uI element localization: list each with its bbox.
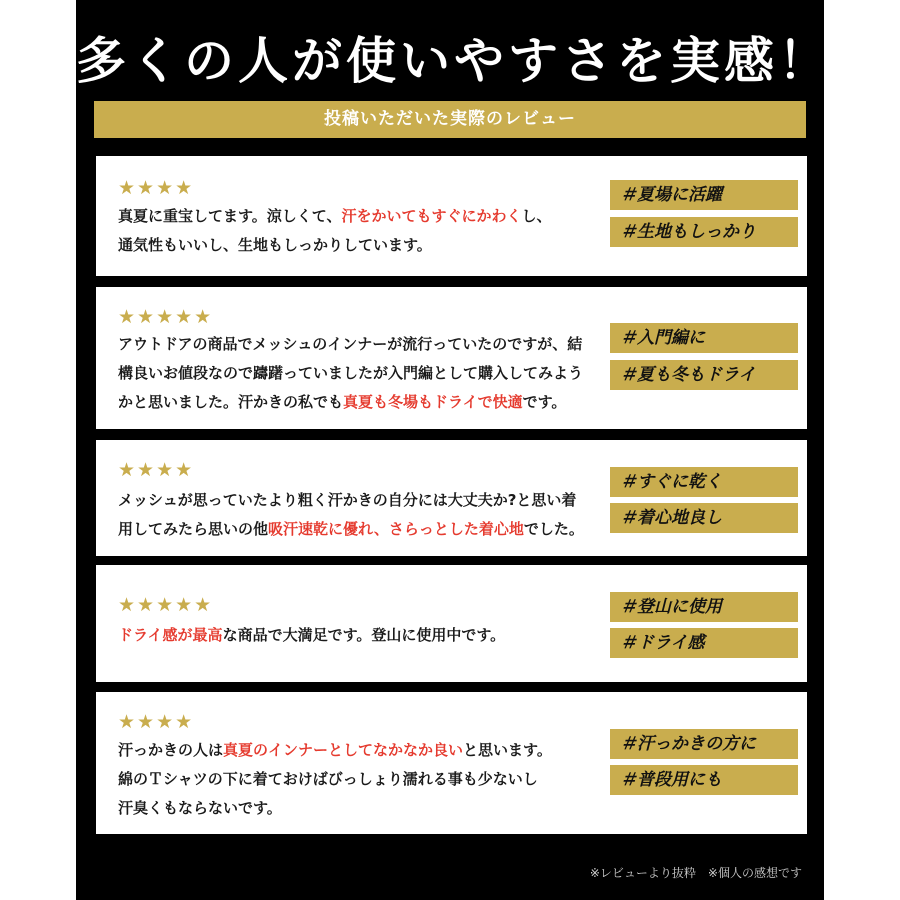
- review-card: [96, 692, 807, 834]
- review-card: [96, 287, 807, 429]
- review-text-segment: 真夏に重宝してます。涼しくて、: [118, 207, 342, 225]
- review-text-segment: メッシュが思っていたより粗く汗かきの自分には大丈夫か?と思い着: [118, 491, 577, 509]
- review-text: [118, 621, 603, 650]
- review-text-segment: かと思いました。汗かきの私でも: [118, 393, 344, 411]
- review-line: [118, 621, 603, 650]
- review-card: [96, 156, 807, 276]
- review-highlight: 吸汗速乾に優れ、さらっとした着心地: [268, 520, 524, 538]
- review-card: [96, 440, 807, 556]
- review-text: [118, 330, 603, 417]
- review-tag: ＃汗っかきの方に: [610, 729, 798, 759]
- review-line: [118, 388, 603, 417]
- review-tag: ＃すぐに乾く: [610, 467, 798, 497]
- review-text-segment: 構良いお値段なので躊躇っていましたが入門編として購入してみよう: [118, 364, 584, 382]
- review-tag: ＃夏も冬もドライ: [610, 360, 798, 390]
- review-tag: ＃入門編に: [610, 323, 798, 353]
- review-text-segment: な商品で大満足です。登山に使用中です。: [222, 626, 506, 644]
- review-line: [118, 736, 603, 765]
- review-highlight: ドライ感が最高: [118, 626, 223, 644]
- review-text-segment: し、: [521, 207, 552, 225]
- review-text-segment: 用してみたら思いの他: [118, 520, 269, 538]
- review-line: [118, 330, 603, 359]
- review-line: [118, 515, 603, 544]
- review-text: [118, 736, 603, 823]
- review-line: [118, 765, 603, 794]
- review-text-segment: と思います。: [463, 741, 552, 759]
- reviews-subheading: 投稿いただいた実際のレビュー: [94, 101, 806, 138]
- review-text-segment: 汗っかきの人は: [118, 741, 224, 759]
- review-tag: ＃ドライ感: [610, 628, 798, 658]
- star-rating: ★★★★: [118, 711, 195, 733]
- review-highlight: 汗をかいてもすぐにかわく: [341, 207, 522, 225]
- star-rating: ★★★★★: [118, 594, 214, 616]
- footnote: ※レビューより抜粋 ※個人の感想です: [589, 866, 802, 880]
- review-text-segment: です。: [522, 393, 567, 411]
- review-text: [118, 486, 603, 544]
- review-text-segment: 綿のＴシャツの下に着ておけばびっしょり濡れる事も少ないし: [118, 770, 538, 788]
- page-headline: 多くの人が使いやすさを実感！: [76, 32, 832, 90]
- review-text-segment: でした。: [523, 520, 584, 538]
- review-tag: ＃普段用にも: [610, 765, 798, 795]
- review-text-segment: 通気性もいいし、生地もしっかりしています。: [118, 236, 432, 254]
- review-text: [118, 202, 603, 260]
- review-highlight: 真夏のインナーとしてなかなか良い: [223, 741, 464, 759]
- review-line: [118, 202, 603, 231]
- review-text-segment: アウトドアの商品でメッシュのインナーが流行っていたのですが、結: [118, 335, 583, 353]
- review-text-segment: 汗臭くもならないです。: [118, 799, 282, 817]
- review-tag: ＃着心地良し: [610, 503, 798, 533]
- review-tag: ＃登山に使用: [610, 592, 798, 622]
- star-rating: ★★★★: [118, 459, 195, 481]
- star-rating: ★★★★: [118, 177, 195, 199]
- review-line: [118, 231, 603, 260]
- review-card: [96, 565, 807, 682]
- star-rating: ★★★★★: [118, 306, 214, 328]
- review-line: [118, 359, 603, 388]
- review-tag: ＃夏場に活躍: [610, 180, 798, 210]
- review-line: [118, 486, 603, 515]
- review-tag: ＃生地もしっかり: [610, 217, 798, 247]
- review-highlight: 真夏も冬場もドライで快適: [343, 393, 523, 411]
- review-line: [118, 794, 603, 823]
